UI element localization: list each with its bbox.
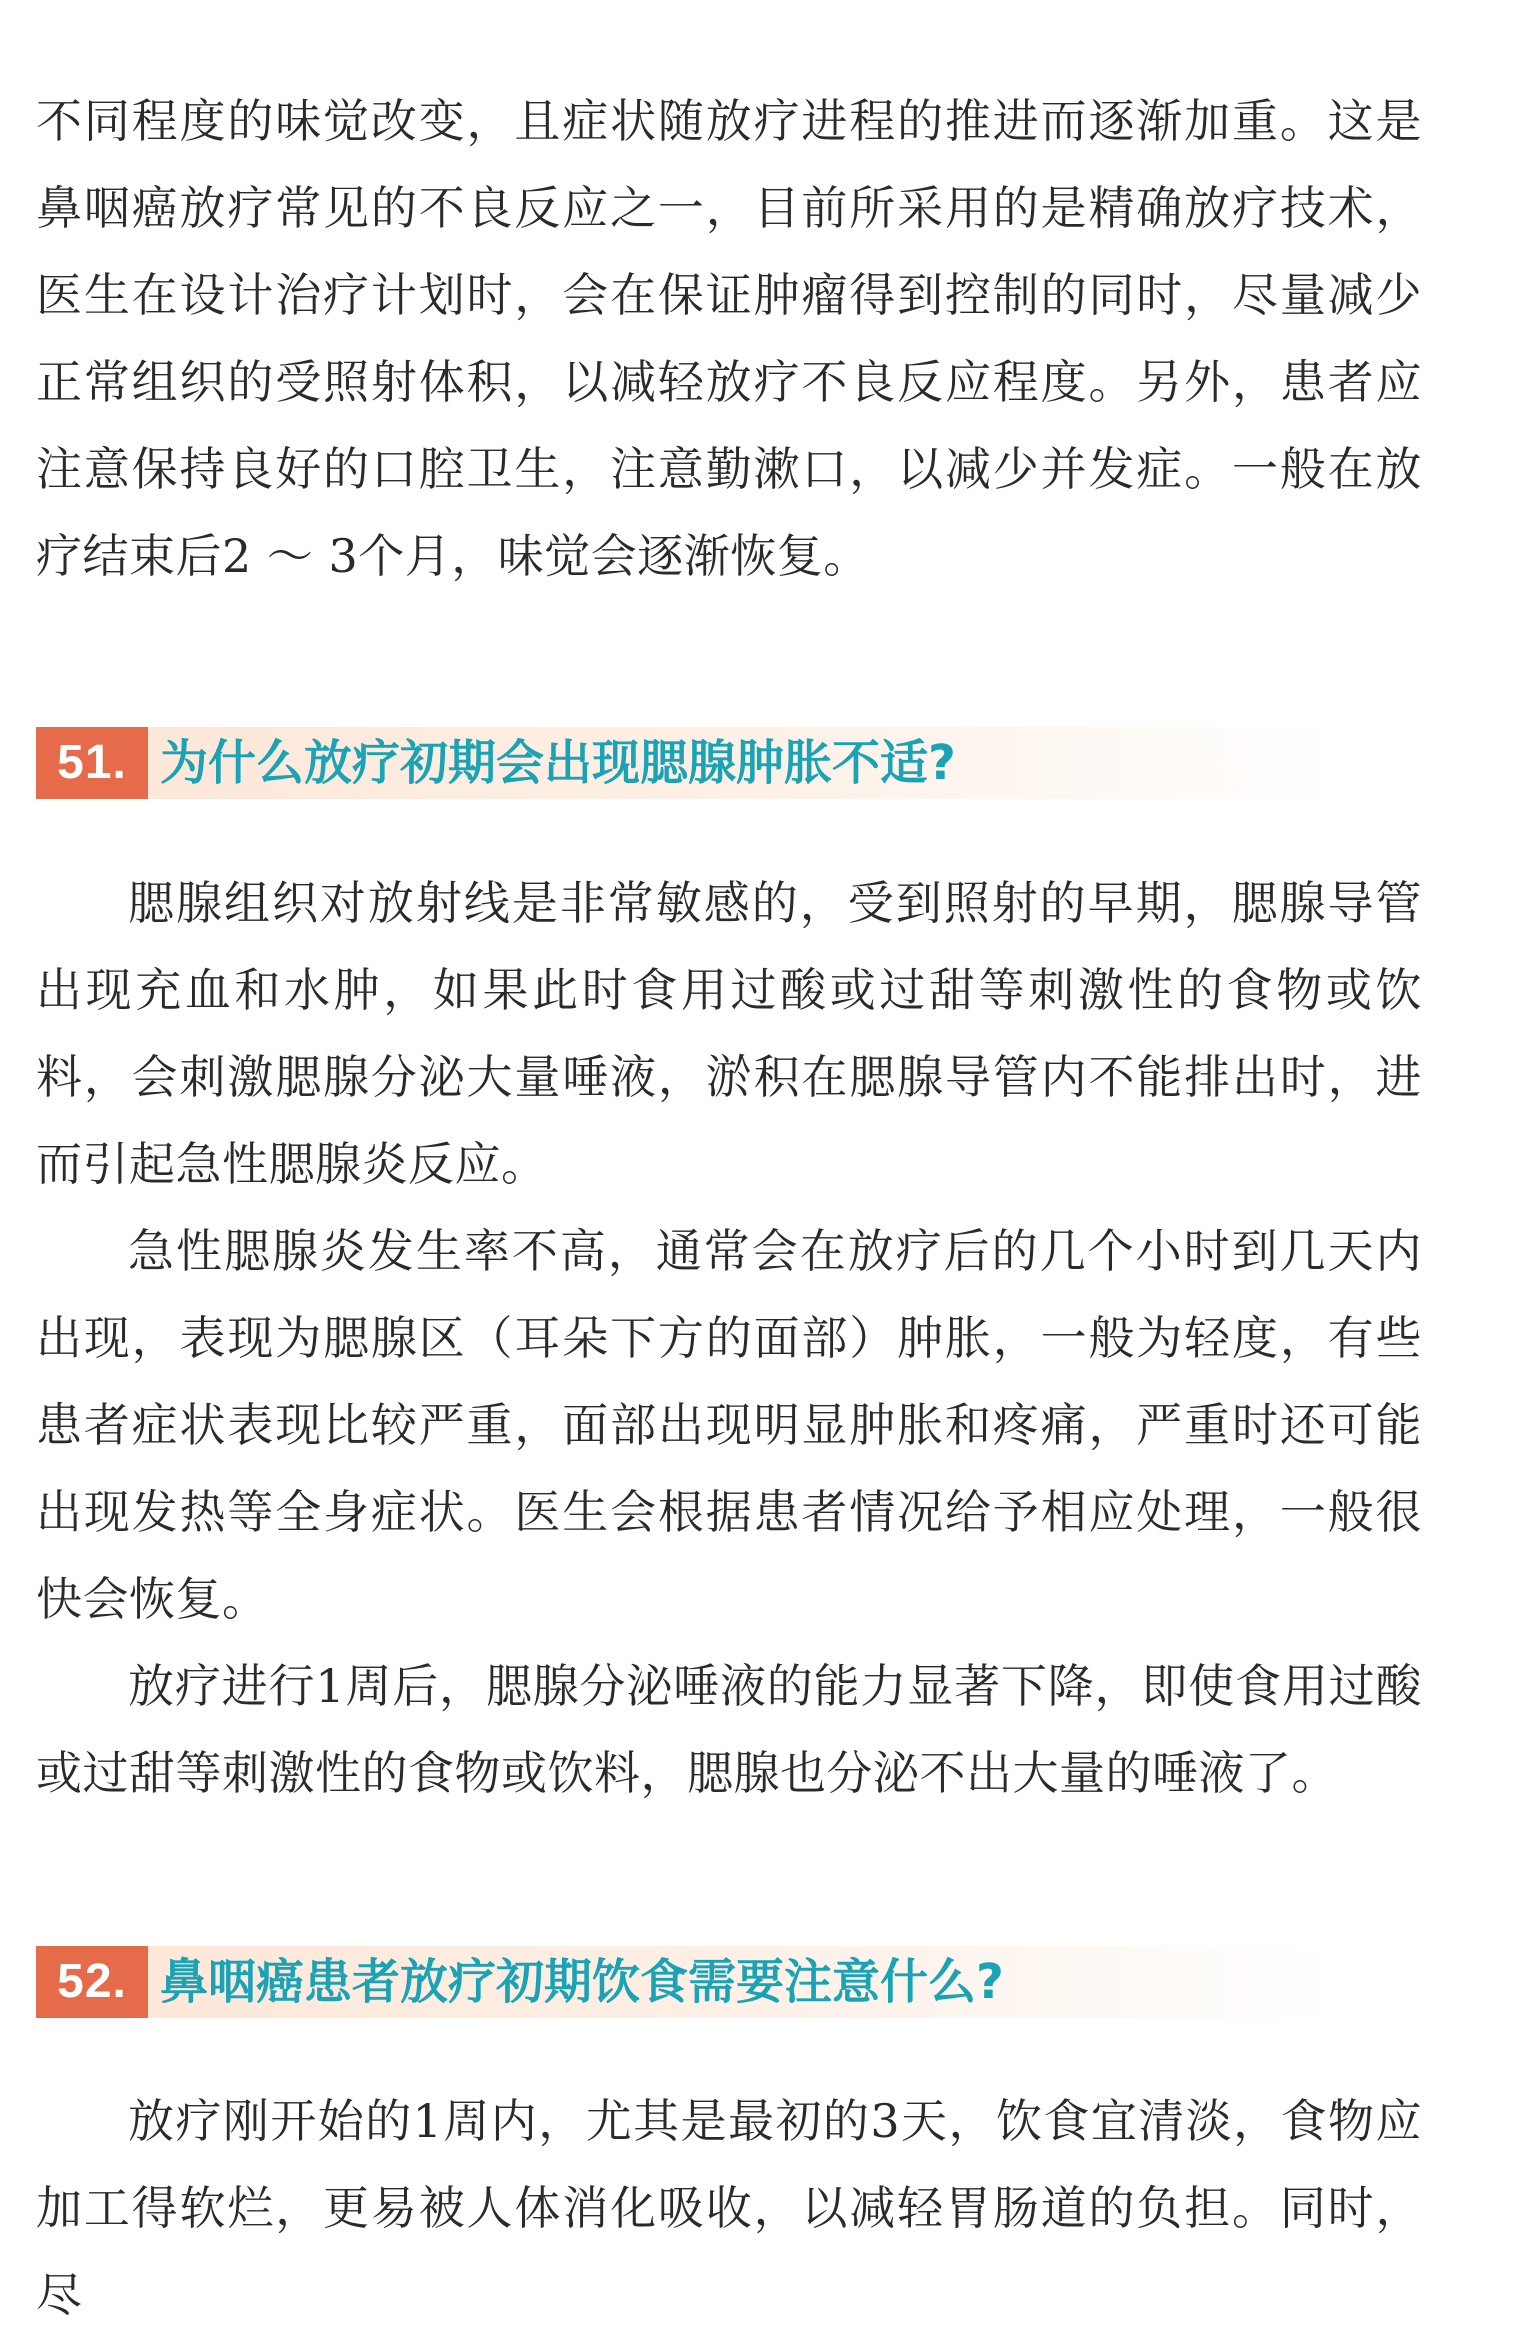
- section-52-title: 鼻咽癌患者放疗初期饮食需要注意什么?: [160, 1954, 1004, 2010]
- section-51-header: [36, 727, 1340, 799]
- section-51-title: 为什么放疗初期会出现腮腺肿胀不适?: [160, 735, 956, 791]
- section-52-number: 52.: [36, 1946, 148, 2018]
- section-51-paragraph-1: 腮腺组织对放射线是非常敏感的，受到照射的早期，腮腺导管出现充血和水肿，如果此时食用过酸或过甜等刺激性的食物或饮料，会刺激腮腺分泌大量唾液，淤积在腮腺导管内不能排出时，进而引起急性腮腺炎反应。: [36, 876, 1422, 1191]
- intro-text-block: [36, 78, 1422, 600]
- section-51-number: 51.: [36, 727, 148, 799]
- section-52-body: [36, 2078, 1422, 2339]
- section-52-header: [36, 1946, 1340, 2018]
- intro-paragraph: 不同程度的味觉改变，且症状随放疗进程的推进而逐渐加重。这是鼻咽癌放疗常见的不良反应之一，目前所采用的是精确放疗技术，医生在设计治疗计划时，会在保证肿瘤得到控制的同时，尽量减少正常组织的受照射体积，以减轻放疗不良反应程度。另外，患者应注意保持良好的口腔卫生，注意勤漱口，以减少并发症。一般在放疗结束后2 ～ 3个月，味觉会逐渐恢复。: [36, 94, 1422, 583]
- section-51-paragraph-3: 放疗进行1周后，腮腺分泌唾液的能力显著下降，即使食用过酸或过甜等刺激性的食物或饮料，腮腺也分泌不出大量的唾液了。: [36, 1659, 1422, 1800]
- section-51-body: [36, 860, 1422, 1817]
- section-51-paragraph-2: 急性腮腺炎发生率不高，通常会在放疗后的几个小时到几天内出现，表现为腮腺区（耳朵下方的面部）肿胀，一般为轻度，有些患者症状表现比较严重，面部出现明显肿胀和疼痛，严重时还可能出现发热等全身症状。医生会根据患者情况给予相应处理，一般很快会恢复。: [36, 1224, 1422, 1626]
- section-52-paragraph-1: 放疗刚开始的1周内，尤其是最初的3天，饮食宜清淡，食物应加工得软烂，更易被人体消化吸收，以减轻胃肠道的负担。同时，尽: [36, 2094, 1422, 2322]
